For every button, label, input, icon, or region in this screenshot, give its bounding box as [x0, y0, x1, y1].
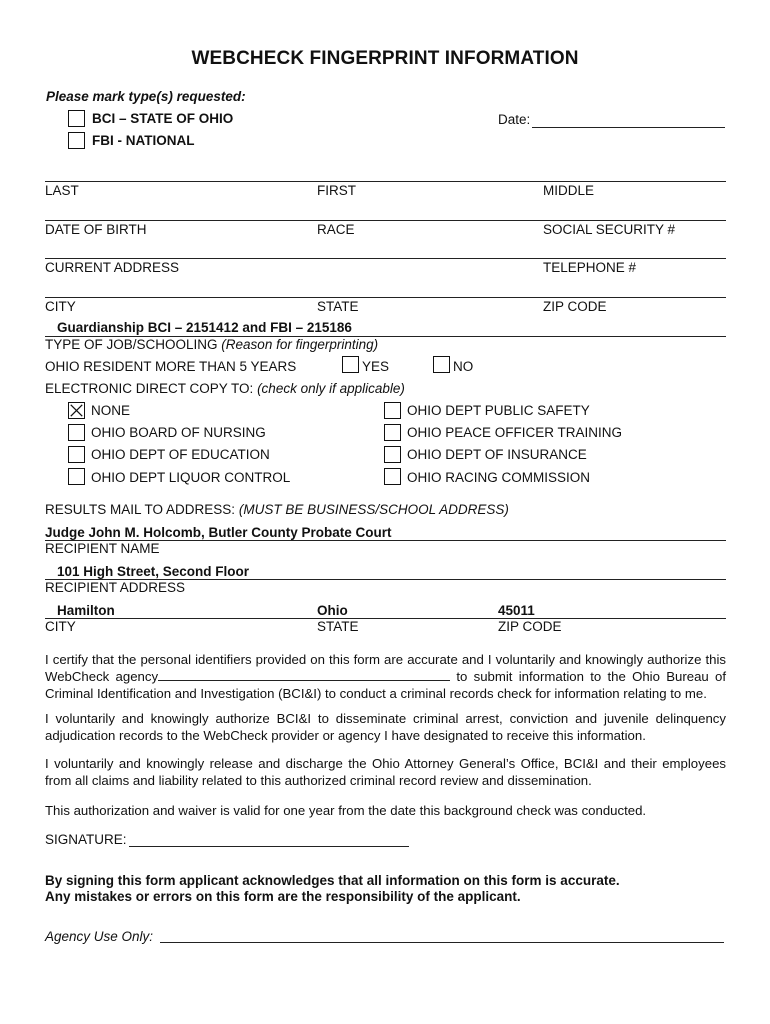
liquor-control-label: OHIO DEPT LIQUOR CONTROL — [91, 470, 291, 485]
authorize-paragraph: I voluntarily and knowingly authorize BCI&I to disseminate criminal arrest, conviction and juvenile delinquency adjudication records to the WebCheck provider or agency I have designated to receive this information. — [45, 711, 726, 743]
ohio-resident-label: OHIO RESIDENT MORE THAN 5 YEARS — [45, 359, 297, 374]
resident-yes-checkbox[interactable] — [342, 356, 359, 373]
dept-education-label: OHIO DEPT OF EDUCATION — [91, 447, 270, 462]
job-type-value[interactable]: Guardianship BCI – 2151412 and FBI – 215186 — [57, 320, 352, 335]
mark-types-prompt: Please mark type(s) requested: — [46, 89, 246, 104]
mail-city-label: CITY — [45, 619, 76, 634]
city-line[interactable] — [45, 297, 726, 298]
name-line[interactable] — [45, 181, 726, 182]
public-safety-checkbox[interactable] — [384, 402, 401, 419]
racing-commission-checkbox[interactable] — [384, 468, 401, 485]
agency-use-label: Agency Use Only: — [45, 929, 154, 944]
recipient-address-value[interactable]: 101 High Street, Second Floor — [57, 564, 250, 579]
form-title: WEBCHECK FINGERPRINT INFORMATION — [191, 48, 579, 69]
public-safety-label: OHIO DEPT PUBLIC SAFETY — [407, 403, 590, 418]
race-label: RACE — [317, 222, 355, 237]
dob-line[interactable] — [45, 220, 726, 221]
dept-insurance-label: OHIO DEPT OF INSURANCE — [407, 447, 587, 462]
job-type-label: TYPE OF JOB/SCHOOLING (Reason for fingerprinting) — [45, 337, 379, 352]
none-label: NONE — [91, 403, 131, 418]
dept-education-checkbox[interactable] — [68, 446, 85, 463]
none-checkbox[interactable] — [68, 402, 85, 419]
resident-no-checkbox[interactable] — [433, 356, 450, 373]
mail-city-line — [45, 618, 726, 619]
first-name-label: FIRST — [317, 183, 356, 198]
bci-state-checkbox[interactable] — [68, 110, 85, 127]
state-label: STATE — [317, 299, 359, 314]
address-label: CURRENT ADDRESS — [45, 260, 180, 275]
racing-commission-label: OHIO RACING COMMISSION — [407, 470, 591, 485]
certify-paragraph: I certify that the personal identifiers provided on this form are accurate and I voluntarily and knowingly authorize this WebCheck agency to submit information to the Ohio Bureau of Criminal Identification and Investigation (BCI&I) to conduct a criminal records check for information relating to me. — [45, 652, 727, 701]
mail-city-value[interactable]: Hamilton — [57, 603, 115, 618]
dept-insurance-checkbox[interactable] — [384, 446, 401, 463]
checkmark-x-icon — [69, 403, 84, 418]
dob-label: DATE OF BIRTH — [45, 222, 147, 237]
mail-state-label: STATE — [317, 619, 359, 634]
city-label: CITY — [45, 299, 76, 314]
release-paragraph: I voluntarily and knowingly release and discharge the Ohio Attorney General’s Office, BCI&I and their employees from all claims and liability related to this authorized criminal record review and dissemination. — [45, 756, 726, 788]
telephone-label: TELEPHONE # — [543, 260, 637, 275]
date-field[interactable] — [532, 127, 725, 128]
recipient-address-label: RECIPIENT ADDRESS — [45, 580, 186, 595]
last-name-label: LAST — [45, 183, 79, 198]
middle-name-label: MIDDLE — [543, 183, 595, 198]
peace-officer-label: OHIO PEACE OFFICER TRAINING — [407, 425, 623, 440]
results-mail-label: RESULTS MAIL TO ADDRESS: (MUST BE BUSINESS/SCHOOL ADDRESS) — [45, 502, 509, 517]
address-line[interactable] — [45, 258, 726, 259]
fbi-national-label: FBI - NATIONAL — [92, 133, 195, 148]
acknowledge-line-1: By signing this form applicant acknowledges that all information on this form is accurate. — [45, 873, 620, 888]
mail-state-value[interactable]: Ohio — [317, 603, 348, 618]
date-label: Date: — [498, 112, 531, 127]
webcheck-agency-field[interactable] — [158, 668, 450, 681]
signature-label: SIGNATURE: — [45, 832, 127, 847]
board-nursing-checkbox[interactable] — [68, 424, 85, 441]
peace-officer-checkbox[interactable] — [384, 424, 401, 441]
resident-yes-label: YES — [362, 359, 390, 374]
acknowledge-line-2: Any mistakes or errors on this form are the responsibility of the applicant. — [45, 889, 521, 904]
ssn-label: SOCIAL SECURITY # — [543, 222, 676, 237]
recipient-name-value[interactable]: Judge John M. Holcomb, Butler County Probate Court — [45, 525, 392, 540]
board-nursing-label: OHIO BOARD OF NURSING — [91, 425, 266, 440]
validity-paragraph: This authorization and waiver is valid for one year from the date this background check was conducted. — [45, 803, 647, 818]
zip-label: ZIP CODE — [543, 299, 607, 314]
mail-zip-label: ZIP CODE — [498, 619, 562, 634]
liquor-control-checkbox[interactable] — [68, 468, 85, 485]
resident-no-label: NO — [453, 359, 474, 374]
bci-state-label: BCI – STATE OF OHIO — [92, 111, 234, 126]
recipient-name-label: RECIPIENT NAME — [45, 541, 160, 556]
fbi-national-checkbox[interactable] — [68, 132, 85, 149]
signature-field[interactable] — [129, 846, 409, 847]
electronic-copy-label: ELECTRONIC DIRECT COPY TO: (check only if applicable) — [45, 381, 405, 396]
mail-zip-value[interactable]: 45011 — [498, 603, 535, 618]
agency-use-field[interactable] — [160, 942, 724, 943]
